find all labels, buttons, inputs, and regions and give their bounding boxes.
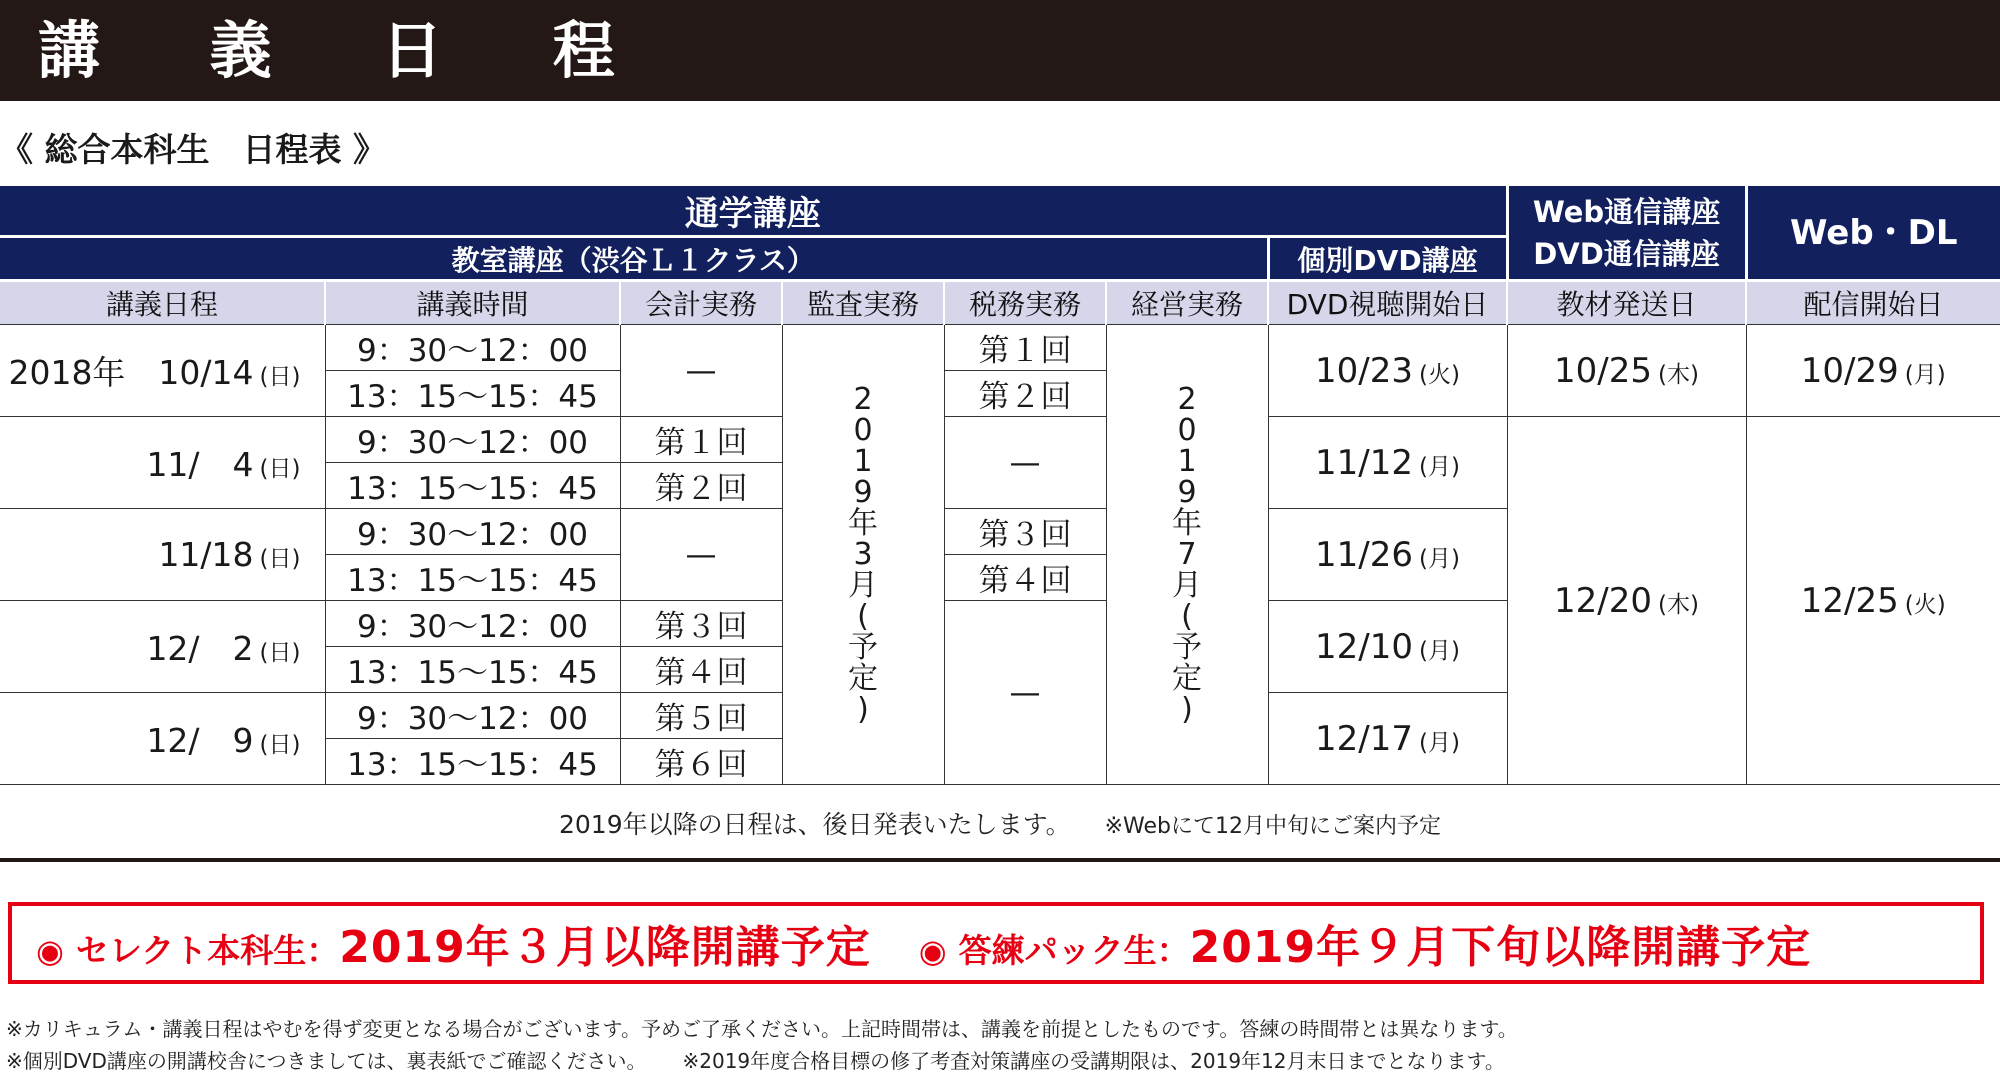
table-row-date: 11/18 (日) — [0, 509, 325, 601]
select-course-item — [36, 911, 871, 975]
toren-pack-item — [919, 911, 1811, 975]
zeimu-cell: — — [944, 601, 1106, 785]
toren-pack-label: 答練パック生： — [958, 931, 1190, 970]
dvd-start-cell: 12/17 (月) — [1268, 693, 1507, 785]
table-row-date: 12/ 9 (日) — [0, 693, 325, 785]
note-later-schedule: 2019年以降の日程は、後日発表いたします。 — [558, 810, 1071, 839]
kaikei-cell: 第１回 — [620, 417, 782, 463]
stream-start-cell: 10/29 (月) — [1746, 325, 2000, 417]
kaikei-cell: 第５回 — [620, 693, 782, 739]
kansa-vertical-text: 2 0 1 9 年 3 月 ( 予 定 ) — [848, 382, 878, 727]
select-course-start: 2019年３月以降開講予定 — [339, 922, 871, 973]
bullet-icon: ◉ — [36, 932, 64, 970]
time-slot-am: 9：30〜12：00 — [325, 417, 620, 463]
kansa-vertical-cell — [782, 325, 944, 785]
header-web-dl: Web・DL — [1746, 186, 2000, 281]
footnote-line-2: ※個別DVD講座の開講校舎につきましては、裏表紙でご確認ください。 ※2019年度合格目標の修了考査対策講座の受講期限は、2019年12月末日までとなります。 — [6, 1049, 1505, 1073]
header-kyoshitsu: 教室講座（渋谷Ｌ１クラス） — [0, 237, 1268, 281]
schedule-table — [0, 186, 2000, 785]
divider — [0, 858, 2000, 862]
zeimu-cell: 第４回 — [944, 555, 1106, 601]
kaikei-cell: 第４回 — [620, 647, 782, 693]
col-header-send-date: 教材発送日 — [1507, 281, 1746, 325]
stream-start-merged-cell: 12/25 (火) — [1746, 417, 2000, 785]
zeimu-cell: 第３回 — [944, 509, 1106, 555]
send-date-cell: 10/25 (木) — [1507, 325, 1746, 417]
table-row-date: 12/ 2 (日) — [0, 601, 325, 693]
schedule-subtitle: 《 総合本科生 日程表 》 — [0, 130, 386, 169]
dvd-start-cell: 11/12 (月) — [1268, 417, 1507, 509]
time-slot-am: 9：30〜12：00 — [325, 325, 620, 371]
col-header-kansa: 監査実務 — [782, 281, 944, 325]
schedule-note — [0, 805, 2000, 841]
time-slot-pm: 13：15〜15：45 — [325, 371, 620, 417]
keiei-vertical-cell — [1106, 325, 1268, 785]
kaikei-cell: 第６回 — [620, 739, 782, 785]
footnotes — [6, 1013, 1518, 1077]
time-slot-am: 9：30〜12：00 — [325, 509, 620, 555]
kaikei-cell: 第３回 — [620, 601, 782, 647]
time-slot-am: 9：30〜12：00 — [325, 601, 620, 647]
dvd-start-cell: 12/10 (月) — [1268, 601, 1507, 693]
dvd-start-cell: 11/26 (月) — [1268, 509, 1507, 601]
header-tsugaku: 通学講座 — [0, 186, 1507, 237]
keiei-vertical-text: 2 0 1 9 年 7 月 ( 予 定 ) — [1172, 382, 1202, 727]
col-header-time: 講義時間 — [325, 281, 620, 325]
zeimu-cell: 第２回 — [944, 371, 1106, 417]
kaikei-cell: 第２回 — [620, 463, 782, 509]
dvd-start-cell: 10/23 (火) — [1268, 325, 1507, 417]
zeimu-cell: 第１回 — [944, 325, 1106, 371]
time-slot-pm: 13：15〜15：45 — [325, 739, 620, 785]
footnote-line-1: ※カリキュラム・講義日程はやむを得ず変更となる場合がございます。予めご了承ください。上記時間帯は、講義を前提としたものです。答練の時間帯とは異なります。 — [6, 1017, 1518, 1041]
page-banner-title: 講 義 日 程 — [0, 0, 2000, 101]
time-slot-pm: 13：15〜15：45 — [325, 555, 620, 601]
toren-pack-start: 2019年９月下旬以降開講予定 — [1189, 922, 1812, 973]
table-row-date: 11/ 4 (日) — [0, 417, 325, 509]
header-kobetsu-dvd: 個別DVD講座 — [1268, 237, 1507, 281]
time-slot-pm: 13：15〜15：45 — [325, 463, 620, 509]
col-header-kaikei: 会計実務 — [620, 281, 782, 325]
send-date-merged-cell: 12/20 (木) — [1507, 417, 1746, 785]
bullet-icon: ◉ — [918, 932, 947, 970]
course-start-box — [8, 902, 1984, 984]
col-header-date: 講義日程 — [0, 281, 325, 325]
kaikei-cell: — — [620, 509, 782, 601]
col-header-stream-start: 配信開始日 — [1746, 281, 2000, 325]
zeimu-cell: — — [944, 417, 1106, 509]
col-header-keiei: 経営実務 — [1106, 281, 1268, 325]
select-course-label: セレクト本科生： — [75, 931, 340, 970]
time-slot-pm: 13：15〜15：45 — [325, 647, 620, 693]
table-row-date: 2018年 10/14 (日) — [0, 325, 325, 417]
kaikei-cell: — — [620, 325, 782, 417]
time-slot-am: 9：30〜12：00 — [325, 693, 620, 739]
header-web-tsushin: Web通信講座 DVD通信講座 — [1507, 186, 1746, 281]
col-header-dvd-start: DVD視聴開始日 — [1268, 281, 1507, 325]
col-header-zeimu: 税務実務 — [944, 281, 1106, 325]
note-web-guidance: ※Webにて12月中旬にご案内予定 — [1104, 814, 1442, 839]
